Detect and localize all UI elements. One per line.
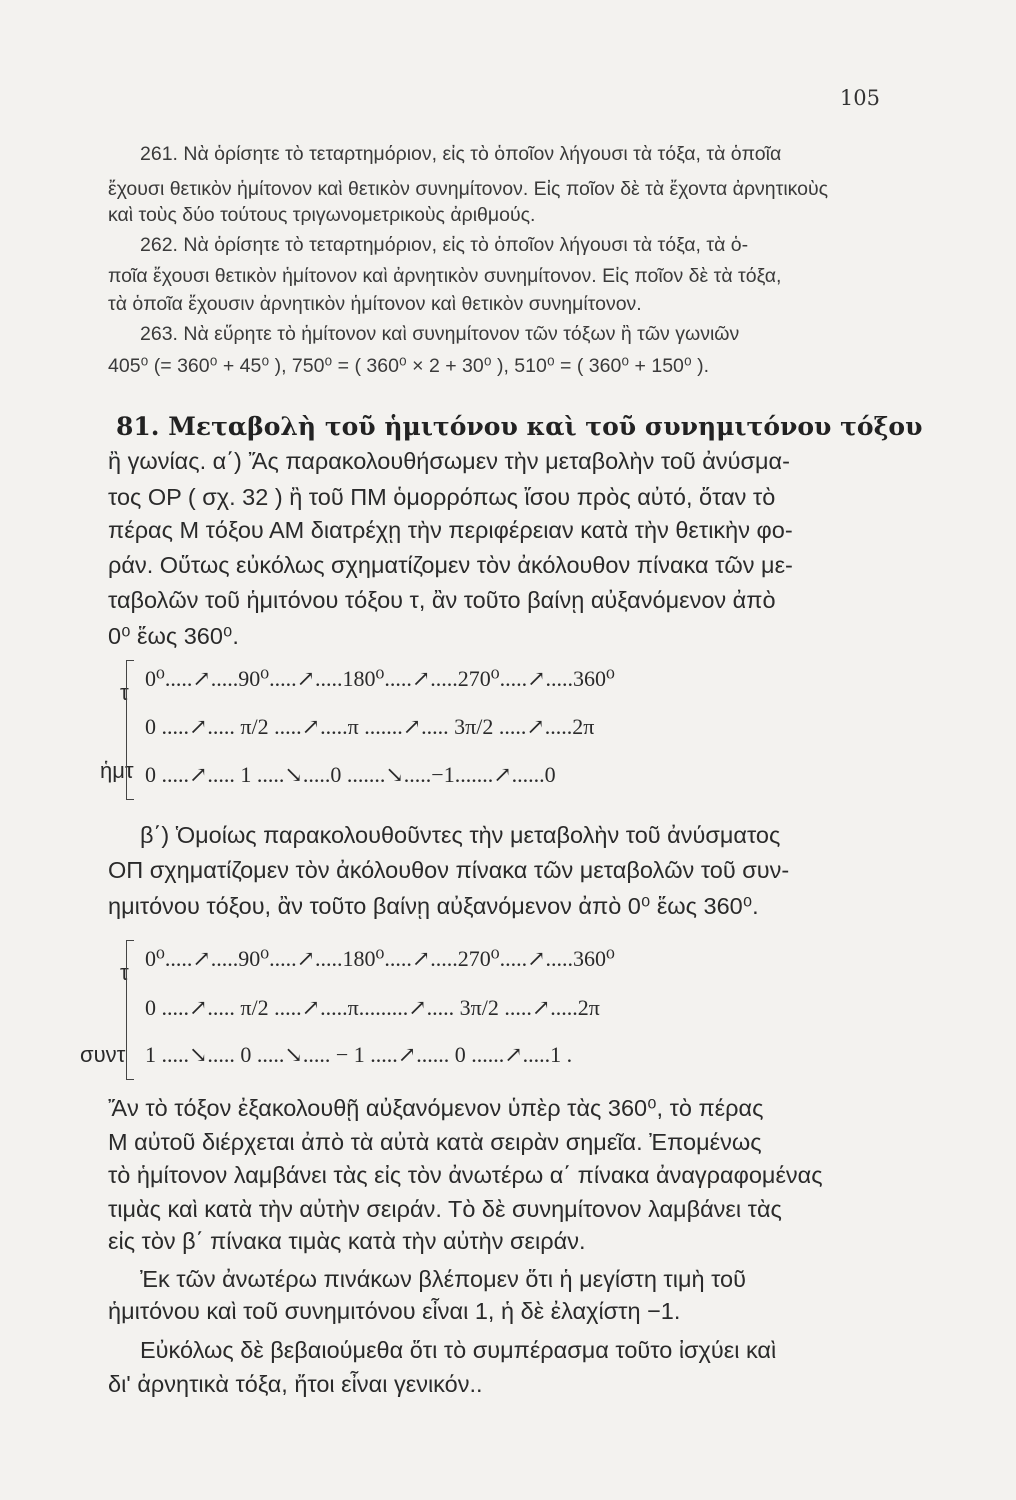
text-line: ημιτόνου τόξου, ἂν τοῦτο βαίνῃ αὐξανόμενον ἀπὸ 0⁰ ἕως 360⁰. [108, 893, 759, 919]
text-line: 0⁰ ἕως 360⁰. [108, 623, 239, 649]
text-line: Εὐκόλως δὲ βεβαιούμεθα ὅτι τὸ συμπέρασμα τοῦτο ἰσχύει καὶ [140, 1337, 777, 1363]
text-line: Ἄν τὸ τόξον ἐξακολουθῇ αὐξανόμενον ὑπὲρ τὰς 360⁰, τὸ πέρας [108, 1095, 764, 1121]
text-line: ράν. Οὕτως εὐκόλως σχηματίζομεν τὸν ἀκόλουθον πίνακα τῶν με- [108, 552, 793, 578]
table-row-values: 1 .....↘..... 0 .....↘..... − 1 .....↗...... 0 ......↗.....1 . [145, 1042, 573, 1067]
exercise-line: 405⁰ (= 360⁰ + 45⁰ ), 750⁰ = ( 360⁰ × 2 + 30⁰ ), 510⁰ = ( 360⁰ + 150⁰ ). [108, 355, 710, 377]
exercise-line: τὰ ὁποῖα ἔχουσιν ἀρνητικὸν ἡμίτονον καὶ θετικὸν συνημίτονον. [108, 293, 642, 315]
text-line: ἡμιτόνου καὶ τοῦ συνημιτόνου εἶναι 1, ἡ δὲ ἐλαχίστη −1. [108, 1298, 681, 1324]
table-row-degrees: 0⁰.....↗.....90⁰.....↗.....180⁰.....↗.....270⁰.....↗.....360⁰ [145, 666, 615, 691]
text-line: πέρας Μ τόξου ΑΜ διατρέχῃ τὴν περιφέρειαν κατὰ τὴν θετικὴν φο- [108, 517, 793, 543]
table-label-cos: συντ [80, 1042, 126, 1067]
text-line: τος ΟΡ ( σχ. 32 ) ἢ τοῦ ΠΜ ὁμορρόπως ἴσου πρὸς αὐτό, ὅταν τὸ [108, 484, 776, 510]
table-brace [126, 940, 127, 1080]
table-label-tau: τ [120, 960, 129, 985]
table-row-degrees: 0⁰.....↗.....90⁰.....↗.....180⁰.....↗.....270⁰.....↗.....360⁰ [145, 946, 615, 971]
text-line: Ἐκ τῶν ἀνωτέρω πινάκων βλέπομεν ὅτι ἡ μεγίστη τιμὴ τοῦ [140, 1266, 746, 1292]
section-title: 81. Μεταβολὴ τοῦ ἡμιτόνου καὶ τοῦ συνημιτόνου τόξου [116, 412, 923, 441]
text-line: Μ αὐτοῦ διέρχεται ἀπὸ τὰ αὐτὰ κατὰ σειρὰν σημεῖα. Ἐπομένως [108, 1129, 762, 1155]
text-line: β΄) Ὁμοίως παρακολουθοῦντες τὴν μεταβολὴν τοῦ ἀνύσματος [140, 822, 781, 848]
text-line: τὸ ἡμίτονον λαμβάνει τὰς εἰς τὸν ἀνωτέρω α΄ πίνακα ἀναγραφομένας [108, 1162, 823, 1188]
table-row-radians: 0 .....↗..... π/2 .....↗.....π .......↗..... 3π/2 .....↗.....2π [145, 714, 595, 739]
table-row-radians: 0 .....↗..... π/2 .....↗.....π.........↗..... 3π/2 .....↗.....2π [145, 995, 600, 1020]
text-line: ταβολῶν τοῦ ἡμιτόνου τόξου τ, ἂν τοῦτο βαίνῃ αὐξανόμενον ἀπὸ [108, 587, 776, 613]
text-line: δι' ἀρνητικὰ τόξα, ἤτοι εἶναι γενικόν.. [108, 1371, 483, 1397]
exercise-line: 261. Νὰ ὁρίσητε τὸ τεταρτημόριον, εἰς τὸ ὁποῖον λήγουσι τὰ τόξα, τὰ ὁποῖα [140, 143, 782, 165]
page-number: 105 [839, 86, 880, 110]
text-line: ΟΠ σχηματίζομεν τὸν ἀκόλουθον πίνακα τῶν μεταβολῶν τοῦ συν- [108, 857, 790, 883]
exercise-line: 263. Νὰ εὕρητε τὸ ἡμίτονον καὶ συνημίτονον τῶν τόξων ἢ τῶν γωνιῶν [140, 323, 740, 345]
exercise-line: 262. Νὰ ὁρίσητε τὸ τεταρτημόριον, εἰς τὸ ὁποῖον λήγουσι τὰ τόξα, τὰ ὁ- [140, 234, 749, 256]
exercise-line: καὶ τοὺς δύο τούτους τριγωνομετρικοὺς ἀριθμούς. [108, 204, 536, 226]
exercise-line: ποῖα ἔχουσι θετικὸν ἡμίτονον καὶ ἀρνητικὸν συνημίτονον. Εἰς ποῖον δὲ τὰ τόξα, [108, 265, 782, 287]
table-label-tau: τ [120, 680, 129, 705]
text-line: εἰς τὸν β΄ πίνακα τιμὰς κατὰ τὴν αὐτὴν σειράν. [108, 1228, 586, 1254]
text-line: τιμὰς καὶ κατὰ τὴν αὐτὴν σειράν. Τὸ δὲ συνημίτονον λαμβάνει τὰς [108, 1196, 782, 1222]
text-line: ἢ γωνίας. α΄) Ἄς παρακολουθήσωμεν τὴν μεταβολὴν τοῦ ἀνύσμα- [108, 448, 790, 474]
table-label-sin: ἡμτ [100, 758, 134, 783]
table-row-values: 0 .....↗..... 1 .....↘.....0 .......↘.....−1.......↗......0 [145, 762, 556, 787]
table-brace [126, 660, 127, 800]
exercise-line: ἔχουσι θετικὸν ἡμίτονον καὶ θετικὸν συνημίτονον. Εἰς ποῖον δὲ τὰ ἔχοντα ἀρνητικοὺς [108, 178, 829, 200]
